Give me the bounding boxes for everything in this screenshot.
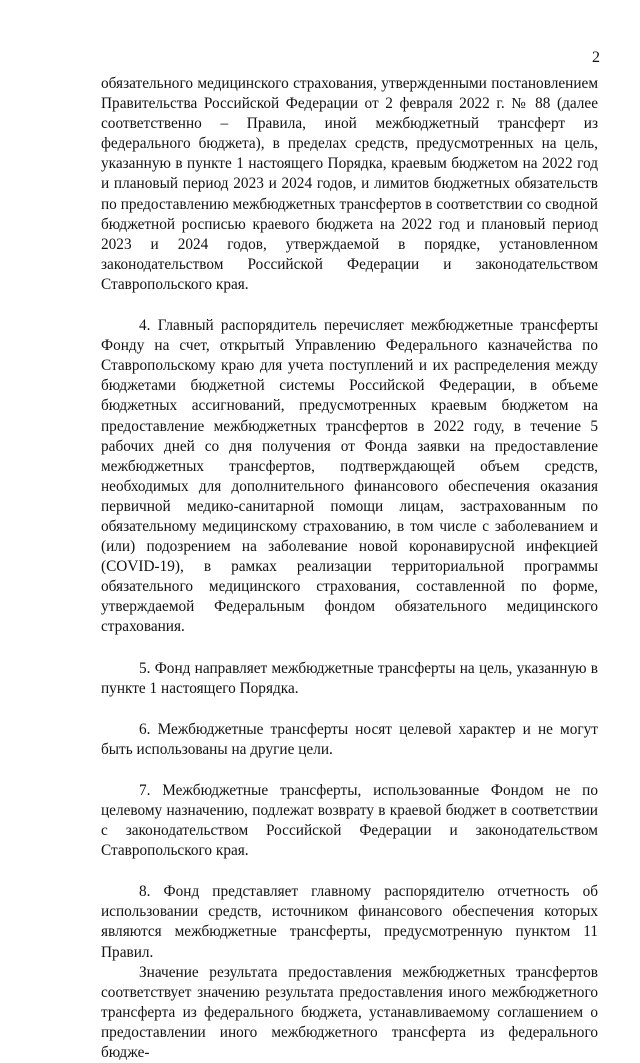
paragraph-item-6: 6. Межбюджетные трансферты носят целевой характер и не могут быть использованы на другие цели. <box>101 720 598 758</box>
paragraph-item-4: 4. Главный распорядитель перечисляет межбюджетные трансферты Фонду на счет, открытый Управлению Федерального казначейства по Ставропольскому краю для учета поступлений и их распределения между бюджетами бюджетной системы Российской Федерации, в объеме бюджетных ассигнований, предусмотренных краевым бюджетом на предоставление межбюджетных трансфертов в 2022 году, в течение 5 рабочих дней со дня получения от Фонда заявки на предоставление межбюджетных трансфертов, подтверждающей объем средств, необходимых для дополнительного финансового обеспечения оказания первичной медико-санитарной помощи лицам, застрахованным по обязательному медицинскому страхованию, в том числе с заболеванием и (или) подозрением на заболевание новой коронавирусной инфекцией (COVID-19), в рамках реализации территориальной программы обязательного медицинского страхования, составленной по форме, утверждаемой Федеральным фондом обязательного медицинского страхования. <box>101 317 598 636</box>
page-number: 2 <box>592 49 600 66</box>
paragraph-item-5: 5. Фонд направляет межбюджетные трансферты на цель, указанную в пункте 1 настоящего Порядка. <box>101 659 598 697</box>
paragraph-item-7: 7. Межбюджетные трансферты, использованные Фондом не по целевому назначению, подлежат возврату в краевой бюджет в соответствии с законодательством Российской Федерации и законодательством Ставропольского края. <box>101 781 598 860</box>
paragraph-item-8: 8. Фонд представляет главному распорядителю отчетность об использовании средств, источником финансового обеспечения которых являются межбюджетные трансферты, предусмотренную пунктом 11 Правил. <box>101 883 598 961</box>
paragraph-continuation: обязательного медицинского страхования, утвержденными постановлением Правительства Российской Федерации от 2 февраля 2022 г. № 88 (далее соответственно – Правила, иной межбюджетный трансферт из федерального бюджета), в пределах средств, предусмотренных на цель, указанную в пункте 1 настоящего Порядка, краевым бюджетом на 2022 год и плановый период 2023 и 2024 годов, и лимитов бюджетных обязательств по предоставлению межбюджетных трансфертов в соответствии со сводной бюджетной росписью краевого бюджета на 2022 год и плановый период 2023 и 2024 годов, утверждаемой в порядке, установленном законодательством Российской Федерации и законодательством Ставропольского края. <box>101 75 598 293</box>
document-body <box>101 74 598 1063</box>
paragraph-result-value: Значение результата предоставления межбюджетных трансфертов соответствует значению результата предоставления иного межбюджетного трансферта из федерального бюджета, устанавливаемому соглашением о предоставлении иного межбюджетного трансферта из федерального бюдже- <box>101 963 598 1062</box>
